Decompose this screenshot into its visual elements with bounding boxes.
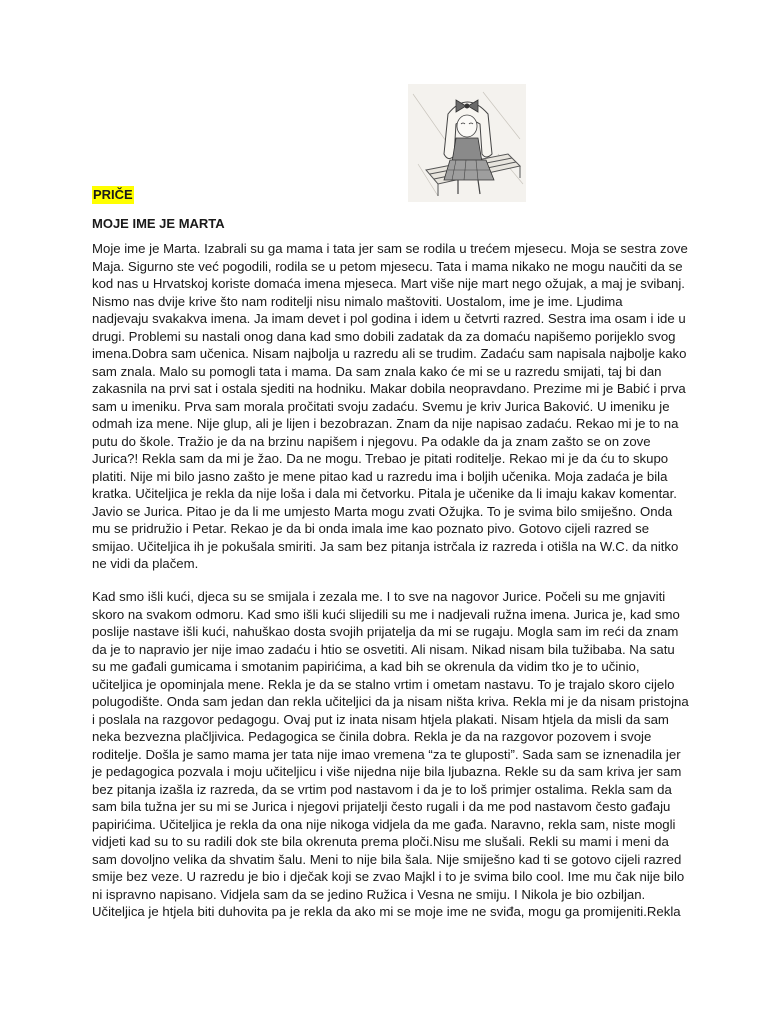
girl-sketch-illustration bbox=[408, 84, 526, 202]
story-paragraph-1: Moje ime je Marta. Izabrali su ga mama i tata jer sam se rodila u trećem mjesecu. Moja se sestra zove Maja. Sigurno ste već pogodili, rodila se u petom mjesecu. Tata i mama nikako ne mogu naučiti da se kod nas u Hrvatskoj koriste domaća imena mjeseca. Mart više nije mart nego ožujak, a maj je svibanj. Nismo nas dvije krive što nam roditelji nisu nimalo maštoviti. Uostalom, ime je ime. Ljudima nadjevaju svakakva imena. Ja imam devet i pol godina i idem u četvrti razred. Sestra ima osam i ide u drugi. Problemi su nastali onog dana kad smo dobili zadatak da za domaću napišemo porijeklo svog imena.Dobra sam učenica. Nisam najbolja u razredu ali se trudim. Zadaću sam napisala najbolje kako sam znala. Malo su pomogli tata i mama. Da sam znala kako će mi se u razredu smijati, taj bi dan zakasnila na prvi sat i ostala sjediti na hodniku. Makar dobila neopravdano. Prezime mi je Babić i prva sam u imeniku. Prva sam morala pročitati svoju zadaću. Svemu je kriv Jurica Baković. U imeniku je odmah iza mene. Nije glup, ali je lijen i bezobrazan. Znam da nije napisao zadaću. Rekao mi je to na putu do škole. Tražio je da na brzinu napišem i njegovu. Pa odakle da ja znam zašto se on zove Jurica?! Rekla sam da mi je žao. Da ne mogu. Trebao je pitati roditelje. Rekao mi je da ću to skupo platiti. Nije mi bilo jasno zašto je mene pitao kad u razredu ima i boljih učenika. Moja zadaća je bila kratka. Učiteljica je rekla da nije loša i dala mi četvorku. Pitala je učenike da li imaju kakav komentar. Javio se Jurica. Pitao je da li me umjesto Marta mogu zvati Ožujka. To je svima bilo smiješno. Onda mu se pridružio i Petar. Rekao je da bi onda imala ime kao poznato pivo. Gotovo cijeli razred se smijao. Učiteljica ih je pokušala smiriti. Ja sam bez pitanja istrčala iz razreda i otišla na W.C. da nitko ne vidi da plačem. bbox=[92, 241, 688, 571]
section-heading: PRIČE bbox=[93, 187, 133, 202]
story-title: MOJE IME JE MARTA bbox=[92, 216, 225, 231]
girl-sketch-icon bbox=[408, 84, 526, 202]
story-paragraph-2: Kad smo išli kući, djeca su se smijala i zezala me. I to sve na nagovor Jurice. Počeli su me gnjaviti skoro na svakom odmoru. Kad smo išli kući slijedili su me i nadjevali ružna imena. Jurica je, kad smo poslije nastave išli kući, nahuškao dosta svojih prijatelja da mi se rugaju. Mogla sam im reći da znam da je to napravio jer nije imao zadaću i htio se osvetiti. Ali nisam. Nikad nisam bila tužibaba. Na satu su me gađali gumicama i smotanim papirićima, a kad bih se okrenula da vidim tko je to učinio, učiteljica je opominjala mene. Rekla je da se stalno vrtim i ometam nastavu. To je trajalo skoro cijelo polugodište. Onda sam jedan dan rekla učiteljici da ja nisam ništa kriva. Rekla mi je da nisam pristojna i poslala na razgovor pedagogu. Ovaj put iz inata nisam htjela plakati. Nisam htjela da misli da sam neka bezvezna plačljivica. Pedagogica se činila dobra. Rekla je da na razgovor pozovem i svoje roditelje. Došla je samo mama jer tata nije imao vremena “za te gluposti”. Sada sam se iznenadila jer je pedagogica pozvala i moju učiteljicu i više nijedna nije bila ljubazna. Rekle su da sam kriva jer sam bez pitanja izašla iz razreda, da se vrtim pod nastavom i da je to loš primjer ostalima. Rekla sam da sam bila tužna jer su mi se Jurica i njegovi prijatelji često rugali i da me pod nastavom često gađaju papirićima. Učiteljica je rekla da ona nije nikoga vidjela da me gađa. Naravno, rekla sam, niste mogli vidjeti kad su to su radili dok ste bila okrenuta prema ploči.Nisu me slušali. Rekli su mami i meni da sam dovoljno velika da shvatim šalu. Meni to nije bila šala. Nije smiješno kad ti se gotovo cijeli razred smije bez veze. U razredu je bio i dječak koji se zvao Majkl i to je svima bilo cool. Ime mu čak nije bilo ni ispravno napisano. Vidjela sam da se jedino Ružica i Vesna ne smiju. I Nikola je bio ozbiljan. Učiteljica je htjela biti duhovita pa je rekla da ako mi se moje ime ne sviđa, mogu ga promijeniti.Rekla bbox=[92, 589, 689, 919]
